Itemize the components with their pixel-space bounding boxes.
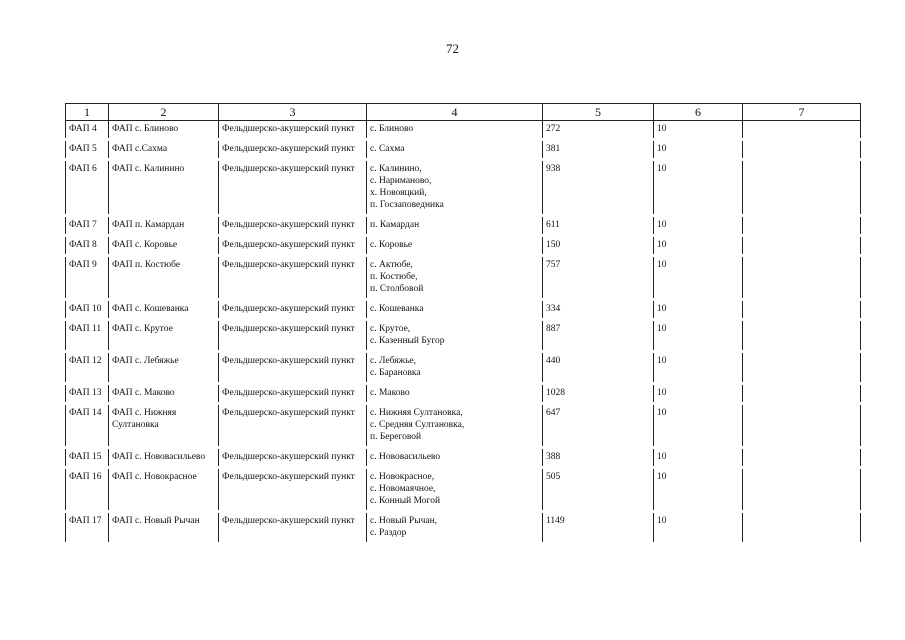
- notes-cell: [743, 448, 861, 468]
- name-cell: ФАП с. Кошеванка: [109, 300, 219, 320]
- notes-cell: [743, 384, 861, 404]
- name-cell: ФАП с. Коровье: [109, 236, 219, 256]
- name-cell: ФАП с. Блиново: [109, 121, 219, 140]
- code-cell: ФАП 6: [66, 160, 109, 216]
- table-row: [66, 121, 861, 140]
- notes-cell: [743, 216, 861, 236]
- code-cell: ФАП 7: [66, 216, 109, 236]
- table-row: [66, 160, 861, 216]
- column-header-7: 7: [743, 104, 861, 121]
- population-cell: 440: [543, 352, 654, 384]
- notes-cell: [743, 512, 861, 544]
- table-row: [66, 320, 861, 352]
- code-cell: ФАП 14: [66, 404, 109, 448]
- settlements-cell: с. Нижняя Султановка, с. Средняя Султановка, п. Береговой: [367, 404, 543, 448]
- table-row: [66, 216, 861, 236]
- name-cell: ФАП с.Сахма: [109, 140, 219, 160]
- code-cell: ФАП 9: [66, 256, 109, 300]
- value-cell: 10: [654, 404, 743, 448]
- name-cell: ФАП с. Лебяжье: [109, 352, 219, 384]
- settlements-cell: с. Калинино, с. Нариманово, х. Новояцкий, п. Госзаповедника: [367, 160, 543, 216]
- notes-cell: [743, 160, 861, 216]
- notes-cell: [743, 140, 861, 160]
- table-row: [66, 448, 861, 468]
- value-cell: 10: [654, 352, 743, 384]
- value-cell: 10: [654, 140, 743, 160]
- population-cell: 887: [543, 320, 654, 352]
- type-cell: Фельдшерско-акушерский пункт: [219, 236, 367, 256]
- table-row: [66, 512, 861, 544]
- code-cell: ФАП 5: [66, 140, 109, 160]
- value-cell: 10: [654, 160, 743, 216]
- table-row: [66, 300, 861, 320]
- population-cell: 1028: [543, 384, 654, 404]
- notes-cell: [743, 404, 861, 448]
- column-header-5: 5: [543, 104, 654, 121]
- column-header-3: 3: [219, 104, 367, 121]
- notes-cell: [743, 256, 861, 300]
- value-cell: 10: [654, 468, 743, 512]
- value-cell: 10: [654, 236, 743, 256]
- name-cell: ФАП п. Камардан: [109, 216, 219, 236]
- type-cell: Фельдшерско-акушерский пункт: [219, 384, 367, 404]
- settlements-cell: с. Кошеванка: [367, 300, 543, 320]
- column-header-6: 6: [654, 104, 743, 121]
- type-cell: Фельдшерско-акушерский пункт: [219, 448, 367, 468]
- population-cell: 611: [543, 216, 654, 236]
- table-row: [66, 236, 861, 256]
- settlements-cell: с. Сахма: [367, 140, 543, 160]
- name-cell: ФАП с. Калинино: [109, 160, 219, 216]
- name-cell: ФАП с. Новокрасное: [109, 468, 219, 512]
- notes-cell: [743, 468, 861, 512]
- type-cell: Фельдшерско-акушерский пункт: [219, 216, 367, 236]
- settlements-cell: с. Нововасильево: [367, 448, 543, 468]
- value-cell: 10: [654, 448, 743, 468]
- name-cell: ФАП с. Нижняя Султановка: [109, 404, 219, 448]
- code-cell: ФАП 15: [66, 448, 109, 468]
- population-cell: 505: [543, 468, 654, 512]
- type-cell: Фельдшерско-акушерский пункт: [219, 404, 367, 448]
- settlements-cell: с. Коровье: [367, 236, 543, 256]
- population-cell: 388: [543, 448, 654, 468]
- notes-cell: [743, 121, 861, 140]
- type-cell: Фельдшерско-акушерский пункт: [219, 140, 367, 160]
- column-header-4: 4: [367, 104, 543, 121]
- settlements-cell: с. Лебяжье, с. Барановка: [367, 352, 543, 384]
- table-row: [66, 256, 861, 300]
- value-cell: 10: [654, 320, 743, 352]
- population-cell: 334: [543, 300, 654, 320]
- notes-cell: [743, 236, 861, 256]
- population-cell: 938: [543, 160, 654, 216]
- type-cell: Фельдшерско-акушерский пункт: [219, 121, 367, 140]
- settlements-cell: с. Новокрасное, с. Новомаячное, с. Конный Могой: [367, 468, 543, 512]
- table-body: [66, 121, 861, 544]
- value-cell: 10: [654, 512, 743, 544]
- name-cell: ФАП с. Маково: [109, 384, 219, 404]
- notes-cell: [743, 352, 861, 384]
- table-row: [66, 468, 861, 512]
- population-cell: 381: [543, 140, 654, 160]
- table-header-row: [66, 104, 861, 121]
- code-cell: ФАП 4: [66, 121, 109, 140]
- population-cell: 150: [543, 236, 654, 256]
- value-cell: 10: [654, 216, 743, 236]
- column-header-2: 2: [109, 104, 219, 121]
- type-cell: Фельдшерско-акушерский пункт: [219, 468, 367, 512]
- name-cell: ФАП с. Крутое: [109, 320, 219, 352]
- population-cell: 1149: [543, 512, 654, 544]
- type-cell: Фельдшерско-акушерский пункт: [219, 256, 367, 300]
- table-row: [66, 352, 861, 384]
- code-cell: ФАП 11: [66, 320, 109, 352]
- code-cell: ФАП 13: [66, 384, 109, 404]
- notes-cell: [743, 320, 861, 352]
- type-cell: Фельдшерско-акушерский пункт: [219, 160, 367, 216]
- code-cell: ФАП 17: [66, 512, 109, 544]
- column-header-1: 1: [66, 104, 109, 121]
- type-cell: Фельдшерско-акушерский пункт: [219, 300, 367, 320]
- code-cell: ФАП 8: [66, 236, 109, 256]
- code-cell: ФАП 16: [66, 468, 109, 512]
- type-cell: Фельдшерско-акушерский пункт: [219, 320, 367, 352]
- code-cell: ФАП 12: [66, 352, 109, 384]
- name-cell: ФАП п. Костюбе: [109, 256, 219, 300]
- settlements-cell: с. Актюбе, п. Костюбе, п. Столбовой: [367, 256, 543, 300]
- table-row: [66, 140, 861, 160]
- settlements-cell: п. Камардан: [367, 216, 543, 236]
- settlements-cell: с. Блиново: [367, 121, 543, 140]
- name-cell: ФАП с. Нововасильево: [109, 448, 219, 468]
- value-cell: 10: [654, 121, 743, 140]
- document-table: [65, 103, 861, 545]
- name-cell: ФАП с. Новый Рычан: [109, 512, 219, 544]
- value-cell: 10: [654, 256, 743, 300]
- table-row: [66, 384, 861, 404]
- population-cell: 272: [543, 121, 654, 140]
- code-cell: ФАП 10: [66, 300, 109, 320]
- population-cell: 757: [543, 256, 654, 300]
- page-number: 72: [446, 41, 459, 56]
- type-cell: Фельдшерско-акушерский пункт: [219, 352, 367, 384]
- table-row: [66, 404, 861, 448]
- type-cell: Фельдшерско-акушерский пункт: [219, 512, 367, 544]
- population-cell: 647: [543, 404, 654, 448]
- settlements-cell: с. Крутое, с. Казенный Бугор: [367, 320, 543, 352]
- settlements-cell: с. Новый Рычан, с. Раздор: [367, 512, 543, 544]
- notes-cell: [743, 300, 861, 320]
- value-cell: 10: [654, 384, 743, 404]
- settlements-cell: с. Маково: [367, 384, 543, 404]
- value-cell: 10: [654, 300, 743, 320]
